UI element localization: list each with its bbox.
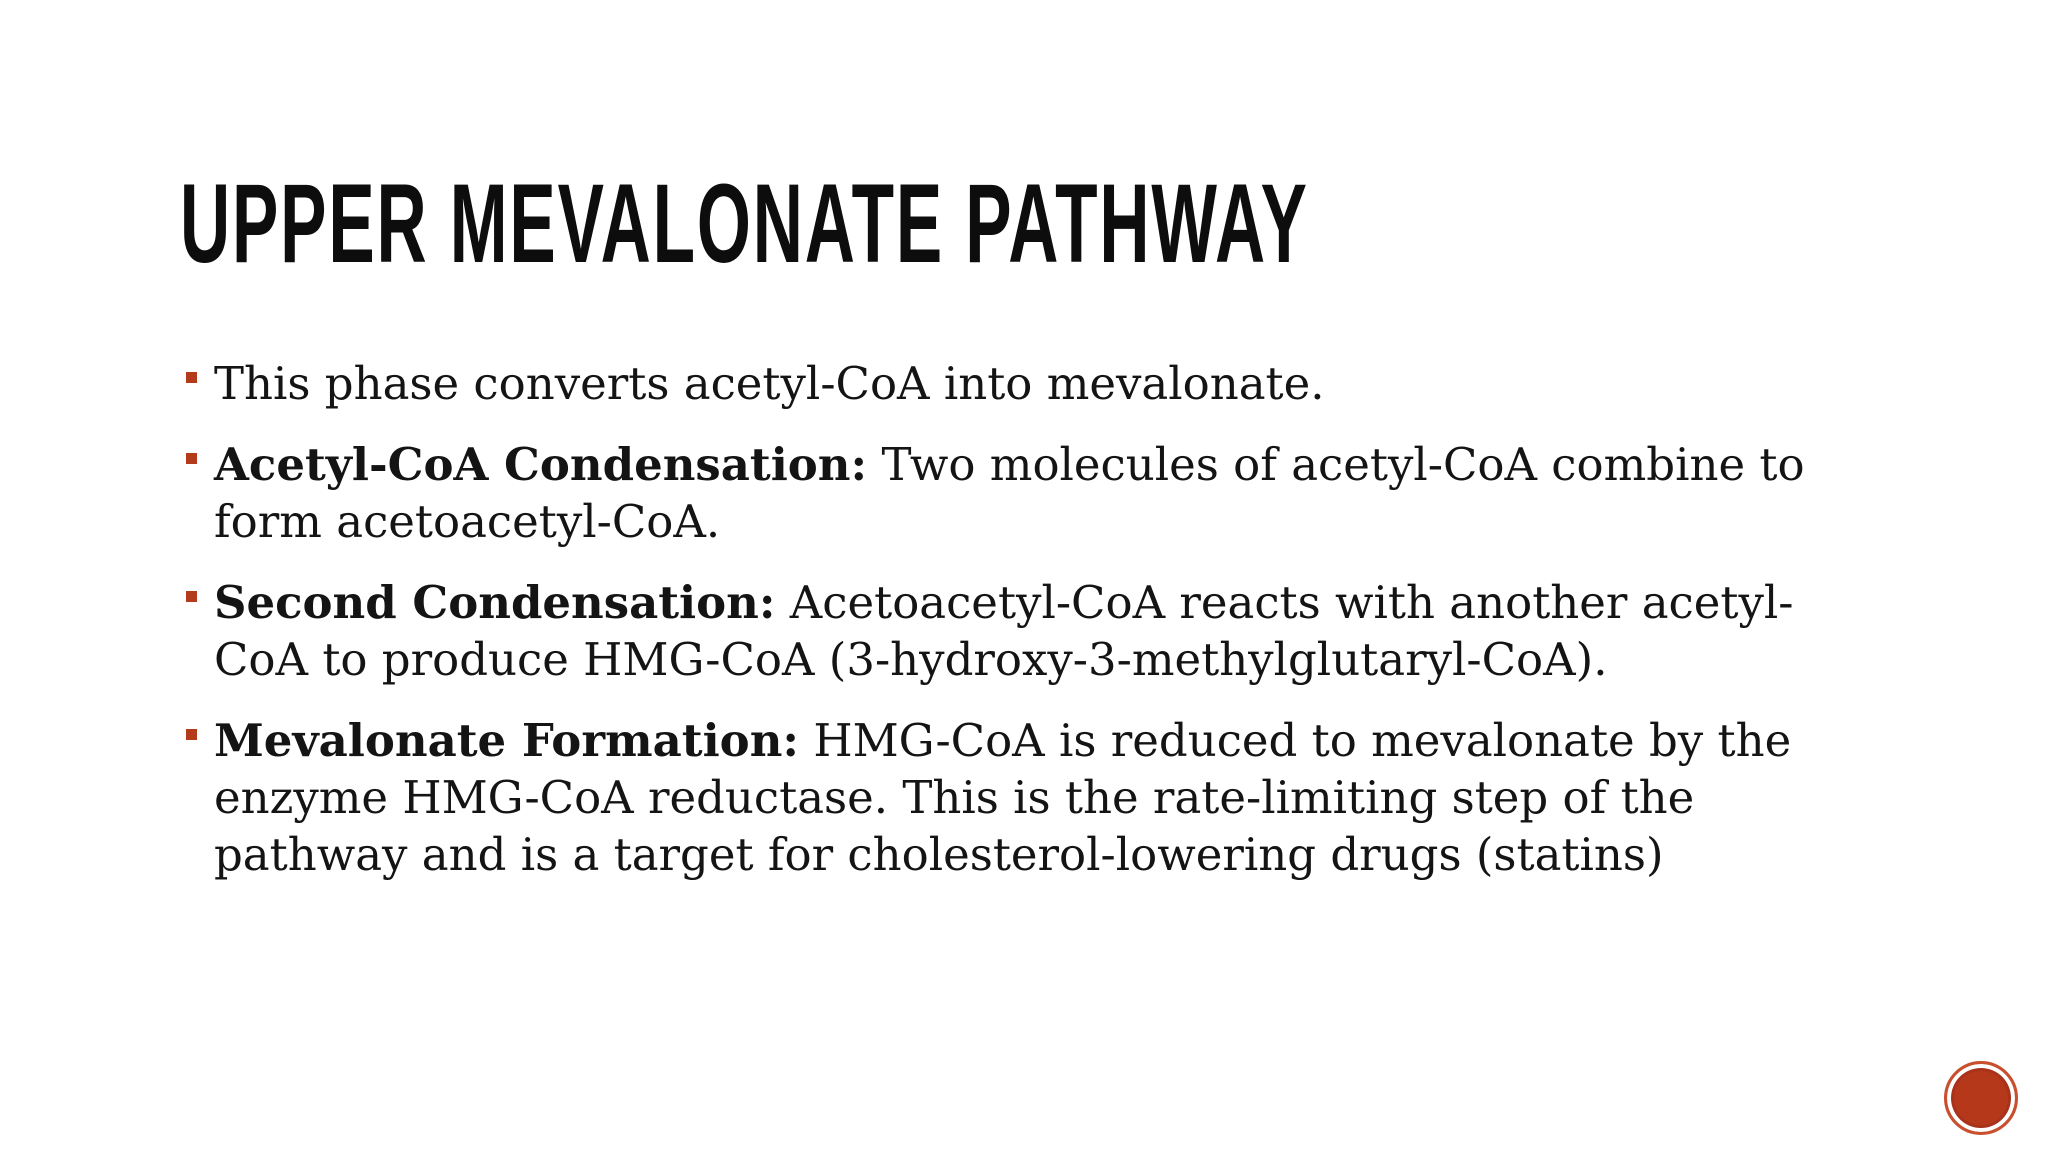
bullet-marker-icon (186, 591, 197, 602)
bullet-marker-icon (186, 453, 197, 464)
slide-title: UPPER MEVALONATE PATHWAY (180, 161, 1309, 286)
bullet-text: Acetoacetyl-CoA reacts with another acetyl-CoA to produce HMG-CoA (3-hydroxy-3-methylglutaryl-CoA). (214, 576, 1794, 686)
bullet-text: This phase converts acetyl-CoA into mevalonate. (214, 357, 1325, 410)
bullet-item (184, 355, 1824, 412)
bullet-list (184, 355, 1824, 907)
bullet-item (184, 712, 1824, 883)
bullet-marker-icon (186, 729, 197, 740)
bullet-text: HMG-CoA is reduced to mevalonate by the enzyme HMG-CoA reductase. This is the rate-limiting step of the pathway and is a target for cholesterol-lowering drugs (statins) (214, 714, 1792, 881)
bullet-item (184, 574, 1824, 688)
bullet-term: Second Condensation: (214, 576, 776, 629)
bullet-term: Mevalonate Formation: (214, 714, 800, 767)
slide-number-badge-icon (1944, 1061, 2018, 1135)
bullet-item (184, 436, 1824, 550)
bullet-marker-icon (186, 372, 197, 383)
bullet-term: Acetyl-CoA Condensation: (214, 438, 868, 491)
bullet-text: Two molecules of acetyl-CoA combine to form acetoacetyl-CoA. (214, 438, 1805, 548)
